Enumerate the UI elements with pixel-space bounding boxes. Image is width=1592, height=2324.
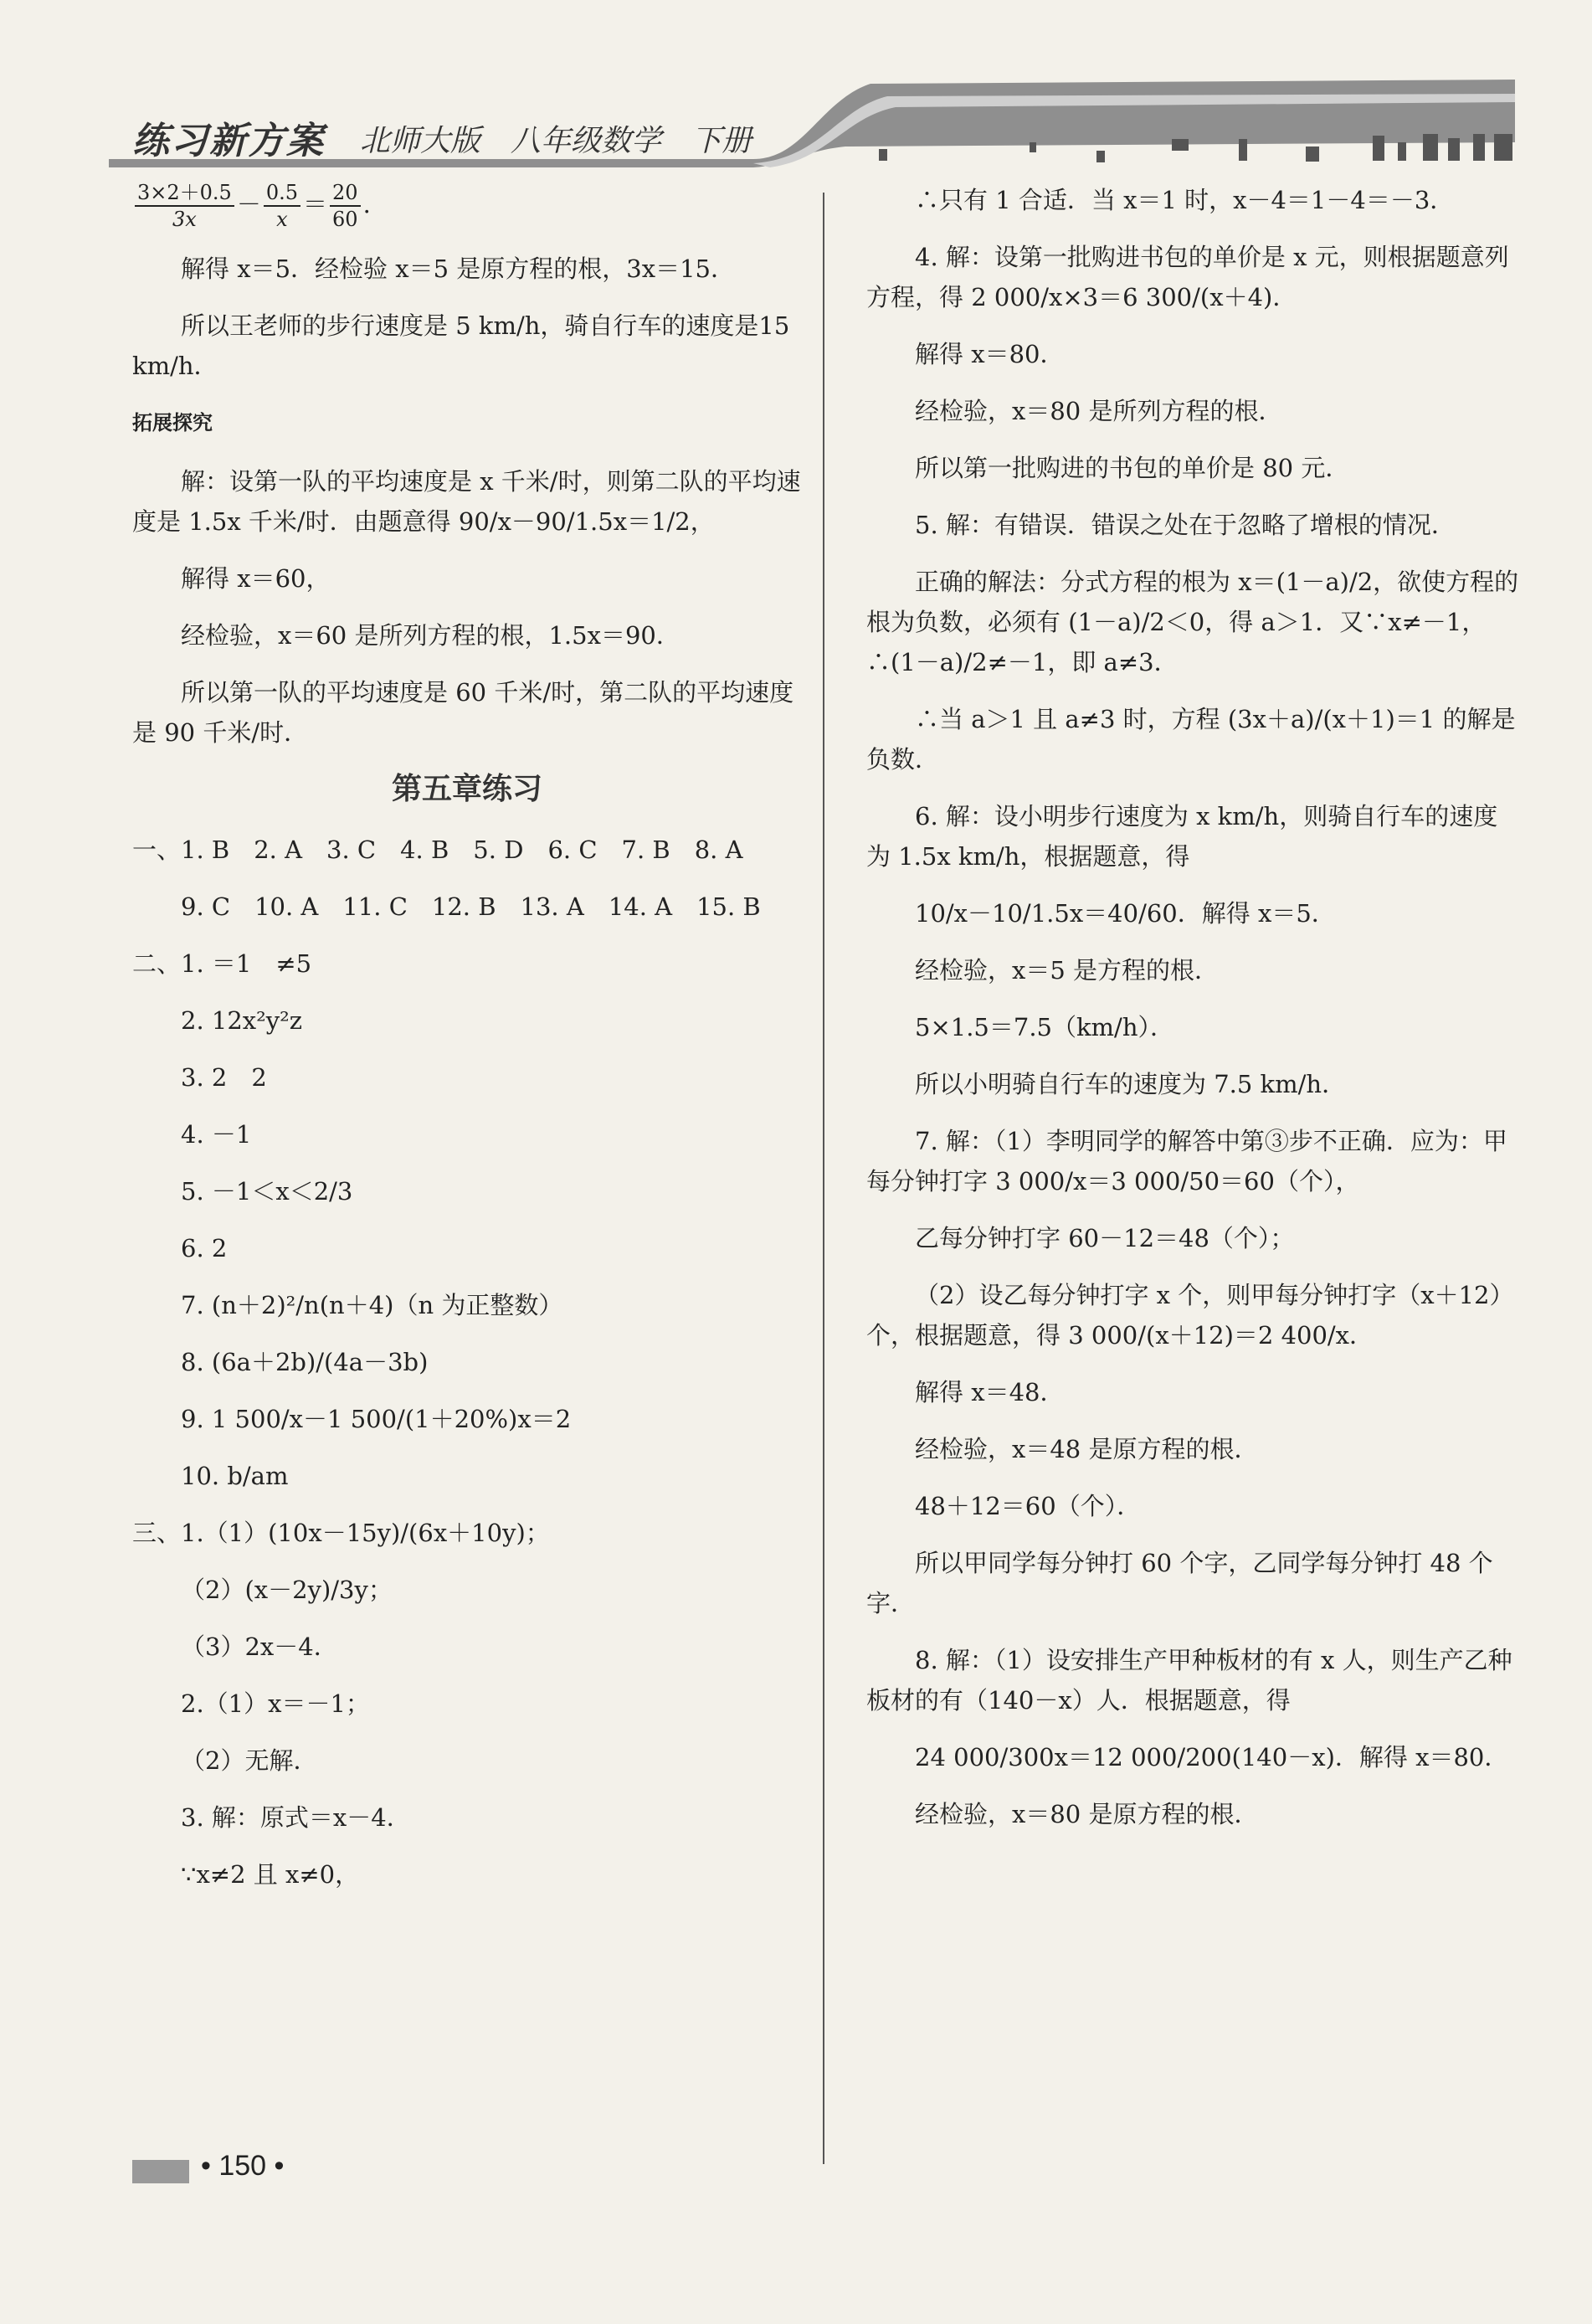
answer-text: 6. 解：设小明步行速度为 x km/h，则骑自行车的速度为 1.5x km/h，根据题意，得 [866,802,1498,871]
extension-text: 解：设第一队的平均速度是 x 千米/时，则第二队的平均速度是 1.5x 千米/时．由题意得 90/x－90/1.5x＝1/2， [132,467,801,536]
column-divider [823,193,824,2164]
answer-text: ∴只有 1 合适．当 x＝1 时，x－4＝1－4＝－3． [915,186,1455,214]
answer-text: ∴当 a＞1 且 a≠3 时，方程 (3x＋a)/(x＋1)＝1 的解是负数． [866,705,1516,774]
answer-line: 8. (6a＋2b)/(4a－3b) [181,1348,429,1376]
page-number-bar [132,2160,189,2183]
answer-line: 一、1. B 2. A 3. C 4. B 5. D 6. C 7. B 8. A [132,836,743,864]
answer-line: 3. 2 2 [181,1063,267,1092]
answer-text: 10/x－10/1.5x＝40/60．解得 x＝5． [915,899,1336,928]
answer-text: 7. 解：（1）李明同学的解答中第③步不正确．应为：甲每分钟打字 3 000/x＝3 000/50＝60（个）， [866,1127,1507,1195]
answer-text: 所以甲同学每分钟打 60 个字，乙同学每分钟打 48 个字． [866,1549,1493,1617]
answer-text: （2）设乙每分钟打字 x 个，则甲每分钟打字（x＋12）个，根据题意，得 3 000/(x＋12)＝2 400/x． [866,1281,1514,1350]
answer-line: 3. 解：原式＝x－4． [181,1803,411,1832]
answer-text: 经检验，x＝80 是原方程的根． [915,1800,1259,1828]
answer-line: 二、1. ＝1 ≠5 [132,949,312,978]
equation-line: $\frac{3\times 2+0.5}{3x}$ － $\frac{0.5}{x}$ ＝ $\frac{20}{60}$ . [132,180,802,232]
answer-text: 8. 解：（1）设安排生产甲种板材的有 x 人，则生产乙种板材的有（140－x）人．根据题意，得 [866,1646,1512,1715]
answer-line: 5. －1＜x＜2/3 [181,1177,353,1206]
page-header [0,0,1592,193]
book-subtitle: 北师大版 八年级数学 下册 [360,124,752,158]
answer-line: 9. C 10. A 11. C 12. B 13. A 14. A 15. B [181,892,761,921]
answer-text: 正确的解法：分式方程的根为 x＝(1－a)/2，欲使方程的根为负数，必须有 (1－a)/2＜0，得 a＞1．又∵x≠－1，∴(1－a)/2≠－1，即 a≠3． [866,568,1519,676]
answer-text: 5×1.5＝7.5（km/h）． [915,1013,1175,1041]
answer-text: 经检验，x＝80 是所列方程的根． [915,397,1283,425]
answer-text: 48＋12＝60（个）． [915,1492,1142,1520]
answer-text: 乙每分钟打字 60－12＝48（个）； [915,1224,1295,1252]
left-column [132,180,802,1911]
extension-check: 经检验，x＝60 是所列方程的根，1.5x＝90． [181,621,680,650]
answer-text: 4. 解：设第一批购进书包的单价是 x 元，则根据题意列方程，得 2 000/x×3＝6 300/(x＋4)． [866,243,1509,311]
answer-line: （2）无解． [181,1746,318,1775]
solution-text: 解得 x＝5．经检验 x＝5 是原方程的根，3x＝15． [181,255,735,283]
answer-line: 2. 12x²y²z [181,1006,303,1035]
answer-text: 经检验，x＝48 是原方程的根． [915,1435,1259,1463]
conclusion-text: 所以王老师的步行速度是 5 km/h，骑自行车的速度是15 km/h． [132,311,790,380]
right-column [866,180,1519,1851]
answer-line: 7. (n＋2)²/n(n＋4)（n 为正整数） [181,1291,563,1319]
answer-text: 所以第一批购进的书包的单价是 80 元． [915,454,1350,482]
answer-text: 24 000/300x＝12 000/200(140－x)．解得 x＝80． [915,1743,1509,1771]
answer-line: 4. －1 [181,1120,252,1149]
extension-solve: 解得 x＝60， [181,564,331,593]
answer-line: 9. 1 500/x－1 500/(1＋20%)x＝2 [181,1405,572,1433]
answer-text: 解得 x＝48． [915,1378,1065,1406]
answer-line: ∵x≠2 且 x≠0， [181,1860,360,1889]
answer-line: 10. b/am [181,1462,289,1490]
extension-conclusion: 所以第一队的平均速度是 60 千米/时，第二队的平均速度是 90 千米/时． [132,678,794,747]
answer-text: 所以小明骑自行车的速度为 7.5 km/h． [915,1070,1347,1098]
answer-text: 解得 x＝80． [915,340,1065,368]
answer-line: （3）2x－4． [181,1632,338,1661]
answer-line: 三、1.（1）(10x－15y)/(6x＋10y)； [132,1519,550,1547]
page-number: • 150 • [201,2150,285,2182]
answer-text: 经检验，x＝5 是方程的根． [915,956,1220,985]
book-title: 练习新方案 [132,120,325,162]
section-heading: 拓展探究 [132,411,213,434]
answer-text: 5. 解：有错误．错误之处在于忽略了增根的情况． [915,511,1456,539]
answer-line: 6. 2 [181,1234,228,1262]
chapter-title: 第五章练习 [391,772,542,806]
answer-line: 2.（1）x＝－1； [181,1689,370,1718]
answer-line: （2）(x－2y)/3y； [181,1576,393,1604]
